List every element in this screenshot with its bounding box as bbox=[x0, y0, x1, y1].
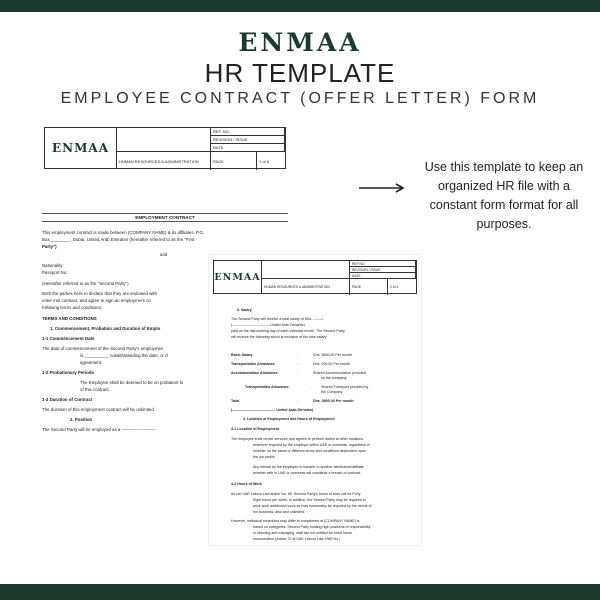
body-line: and bbox=[160, 252, 168, 257]
section-heading: 1-1 Commencement Date bbox=[42, 336, 95, 341]
body-line: wherever required by the employer within UAE or overseas, regardless of bbox=[253, 443, 370, 447]
body-line: the job profile. bbox=[253, 455, 276, 459]
section-heading: 4. Location of Employment and Hours of Employment bbox=[243, 417, 335, 421]
document-header bbox=[44, 127, 286, 169]
body-line: paid on the last working day of each calendar month. The Second Party bbox=[231, 329, 345, 333]
salary-row-value: Dhs. 000.00 Per month bbox=[313, 362, 350, 366]
section-heading: 1-2 Probationary Periods bbox=[42, 370, 94, 375]
page-title: HR TEMPLATE bbox=[204, 58, 396, 88]
salary-row-label: Transportation Allowance bbox=[231, 362, 275, 366]
total-words: (------------------------------------ United Arab Dirhams) bbox=[231, 408, 314, 412]
section-heading: 4-2 Hours of Work bbox=[231, 482, 262, 486]
section-heading: 2. Position bbox=[70, 417, 93, 422]
body-line: Any refusal by the employee to transfer to another site/branch/affiliate bbox=[253, 465, 364, 469]
salary-row-sep: : bbox=[297, 399, 298, 403]
department-label: HUMAN RESOURCES & ADMINISTRATION bbox=[117, 152, 211, 170]
document-header bbox=[213, 260, 417, 294]
body-line: The Second Party will receive a total salary of Dhs. -------/- bbox=[231, 317, 324, 321]
contract-heading: EMPLOYMENT CONTRACT bbox=[42, 213, 288, 222]
body-line: As per UAE Labour Law article No. 65, Second Party's hours of work will be Forty bbox=[231, 492, 361, 496]
ref-no-label: REF NO. bbox=[350, 261, 416, 267]
body-line: following terms and conditions: bbox=[42, 305, 103, 310]
body-line: remuneration (Article 72 of UAE Labour Law 1980 No.) bbox=[253, 537, 341, 541]
body-line: The employee shall render services and agrees to perform duties at other locations bbox=[231, 437, 364, 441]
ref-no-label: REF. NO. bbox=[211, 128, 285, 136]
salary-row-label: Total bbox=[231, 399, 240, 403]
brand-logo: ENMAA bbox=[238, 28, 362, 57]
salary-row-label: Basic Salary bbox=[231, 353, 253, 357]
salary-row-sep: : bbox=[309, 385, 310, 389]
body-line: (------------------------------- United Arab Dirhams) bbox=[231, 323, 305, 327]
department-label: HUMAN RESOURCES & ADMINISTRATION bbox=[262, 279, 350, 295]
page-subtitle: EMPLOYEE CONTRACT (OFFER LETTER) FORM bbox=[60, 90, 540, 107]
salary-row-sep: : bbox=[297, 362, 298, 366]
document-page-2 bbox=[209, 255, 421, 545]
salary-row-value: Shared Accommodation provided bbox=[313, 371, 366, 375]
body-line: Both the parties here to declare that they are endowed with bbox=[42, 291, 157, 296]
page-number: 2 of 4 bbox=[390, 285, 399, 289]
body-line: will receive the following which is inclusive of the total salary: bbox=[231, 335, 328, 339]
body-line: Party") bbox=[42, 244, 57, 249]
body-line: the business, also and unlimited. bbox=[253, 510, 306, 514]
section-heading: 3. Salary bbox=[237, 308, 252, 312]
salary-row-value: Dhs. 0800.00 Per month bbox=[313, 399, 354, 403]
body-line: in directing and managing, staff are not entitled for extra hours bbox=[253, 531, 352, 535]
body-line: whether with in UAE or overseas will constitute a breach of contract. bbox=[253, 471, 362, 475]
body-line: Nationality: bbox=[42, 263, 64, 268]
revision-label: REVISION / ISSUE bbox=[211, 136, 285, 144]
body-line: work such additional hours as may reasonably be required by the needs of bbox=[253, 504, 372, 508]
template-description: Use this template to keep an organized HR file with a constant form format for all purposes. bbox=[424, 160, 584, 231]
salary-row-label: Accommodation Allowance bbox=[231, 371, 278, 375]
section-heading: 1-3 Duration of Contract bbox=[42, 397, 93, 402]
page-label: PAGE bbox=[350, 279, 388, 295]
body-line: whether on the same or different terms and conditions dependent upon bbox=[253, 449, 366, 453]
body-line: enter into contract, and agree to sign an employment co bbox=[42, 298, 151, 303]
document-logo: ENMAA bbox=[214, 261, 262, 293]
body-line: The duration of this employment contract will be unlimited. bbox=[42, 407, 155, 412]
body-line: However, individual schedules may differ to compliment at (COMPANY NAME) is bbox=[231, 519, 360, 523]
date-label: DATE bbox=[350, 273, 416, 279]
body-line: This employment contract is made between (COMPANY NAME) & its affiliates, P.O. bbox=[42, 230, 205, 235]
section-heading: 4-1 Location of Employment bbox=[231, 427, 280, 431]
arrow-right-icon bbox=[357, 182, 409, 194]
body-line: Box ________, Dubai, United Arab Emirates (hereafter referred to as the "First bbox=[42, 237, 195, 242]
page-label: PAGE bbox=[211, 152, 257, 170]
body-line: Eight hours per week. In addition, the Second Party may be required to bbox=[253, 498, 366, 502]
body-line: based on categories. Second Party holding high positions of responsibility bbox=[253, 525, 371, 529]
body-line: is __________ notwithstanding the date, or d bbox=[80, 353, 168, 358]
revision-label: REVISION / ISSUE bbox=[350, 267, 416, 273]
body-line: (Hereafter referred to as the "Second Party") bbox=[42, 281, 129, 286]
bottom-band bbox=[0, 584, 600, 600]
body-line: agreement. bbox=[80, 360, 103, 365]
page-number: 1 of 8 bbox=[259, 158, 270, 164]
top-band bbox=[0, 0, 600, 12]
date-label: DATE bbox=[211, 144, 285, 152]
section-heading: 1. Commencement, Probation and Duration of Emplo bbox=[50, 326, 161, 331]
salary-row-value: the Company. bbox=[321, 390, 344, 394]
document-logo: ENMAA bbox=[45, 128, 117, 168]
body-line: The date of commencement of the Second Party's employmen bbox=[42, 346, 164, 351]
salary-row-value: Dhs. 3800.00 Per month bbox=[313, 353, 352, 357]
salary-row-sep: : bbox=[297, 353, 298, 357]
body-line: The Second Party will be employed as a ------------------------ bbox=[42, 427, 157, 432]
body-line: The Employee shall be deemed to be on probation fo bbox=[80, 380, 184, 385]
section-heading: TERMS AND CONDITIONS bbox=[42, 316, 97, 321]
salary-row-value: by the company. bbox=[321, 376, 348, 380]
body-line: Passport No.: bbox=[42, 270, 69, 275]
salary-row-value: Shared Transport provided by bbox=[321, 385, 369, 389]
salary-row-sep: : bbox=[297, 371, 298, 375]
body-line: of this contract. bbox=[80, 387, 110, 392]
salary-row-label: Transportation Allowance bbox=[245, 385, 289, 389]
